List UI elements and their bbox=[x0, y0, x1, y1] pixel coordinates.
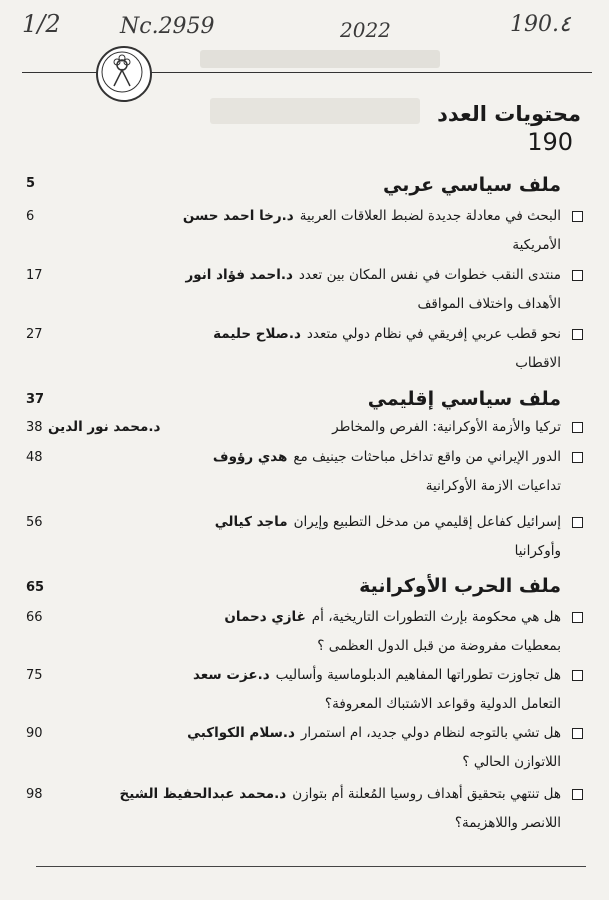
toc-entry[interactable] bbox=[26, 261, 561, 319]
checkbox-icon bbox=[572, 728, 583, 739]
handwritten-fraction: 1/2 bbox=[22, 10, 61, 38]
entry-title: الدور الإيراني من واقع تداخل مباحثات جينيف مع bbox=[293, 449, 561, 465]
entry-page-number: 6 bbox=[26, 209, 35, 224]
entry-page-number: 98 bbox=[26, 787, 43, 802]
entry-page-number: 90 bbox=[26, 726, 43, 741]
entry-author: د.محمد نور الدين bbox=[48, 419, 161, 435]
section-page-number: 65 bbox=[26, 580, 45, 595]
checkbox-icon bbox=[572, 422, 583, 433]
issue-number: 190 bbox=[527, 128, 573, 156]
entry-title: هل تشي بالتوجه لنظام دولي جديد، ام استمرار bbox=[300, 725, 561, 741]
handwritten-issue-code: 190.٤ bbox=[510, 12, 571, 37]
entry-author: د.عزت سعد bbox=[193, 667, 270, 683]
entry-title-continuation: الأهداف واختلاف المواقف bbox=[417, 296, 561, 312]
section-page-number: 5 bbox=[26, 176, 36, 191]
entry-title: هل تنتهي بتحقيق أهداف روسيا المُعلنة أم بتوازن bbox=[292, 786, 561, 802]
entry-title-continuation: تداعيات الازمة الأوكرانية bbox=[425, 478, 561, 494]
entry-page-number: 27 bbox=[26, 327, 43, 342]
entry-title: تركيا والأزمة الأوكرانية: الفرص والمخاطر bbox=[332, 419, 561, 435]
toc-entry[interactable] bbox=[26, 413, 561, 442]
entry-author: ماجد كيالي bbox=[214, 514, 288, 530]
entry-author: هدي رؤوف bbox=[212, 449, 288, 465]
checkbox-icon bbox=[572, 789, 583, 800]
toc-entry[interactable] bbox=[26, 508, 561, 566]
entry-title-continuation: بمعطيات مفروضة من قبل الدول العظمى ؟ bbox=[317, 638, 561, 654]
toc-entry[interactable] bbox=[26, 320, 561, 378]
entry-author: د.صلاح حليمة bbox=[213, 326, 301, 342]
handwritten-ref: Nc.2959 bbox=[120, 14, 215, 39]
toc-entry[interactable] bbox=[26, 603, 561, 661]
entry-title: هل تجاوزت تطوراتها المفاهيم الدبلوماسية وأساليب bbox=[275, 667, 561, 683]
entry-author: غازي دحمان bbox=[224, 609, 306, 625]
checkbox-icon bbox=[572, 211, 583, 222]
bleed-through-shape bbox=[210, 98, 420, 124]
bleed-through-shape bbox=[200, 50, 440, 68]
checkbox-icon bbox=[572, 270, 583, 281]
entry-page-number: 66 bbox=[26, 610, 43, 625]
handwritten-year: 2022 bbox=[340, 18, 391, 42]
entry-title: منتدى النقب خطوات في نفس المكان بين تعدد bbox=[298, 267, 561, 283]
flower-emblem-icon bbox=[98, 48, 146, 96]
entry-title: إسرائيل كفاعل إقليمي من مدخل التطبيع وإيران bbox=[293, 514, 561, 530]
toc-entry[interactable] bbox=[26, 719, 561, 777]
checkbox-icon bbox=[572, 329, 583, 340]
section-page-number: 37 bbox=[26, 392, 45, 407]
entry-author: د.سلام الكواكبي bbox=[187, 725, 295, 741]
entry-title-continuation: الاقطاب bbox=[515, 355, 561, 371]
footer-rule bbox=[36, 866, 586, 867]
entry-title-continuation: اللاتوازن الحالي ؟ bbox=[462, 754, 561, 770]
entry-page-number: 17 bbox=[26, 268, 43, 283]
section-title: ملف سياسي إقليمي bbox=[367, 388, 561, 410]
entry-title-continuation: الأمريكية bbox=[512, 237, 561, 253]
entry-author: د.محمد عبدالحفيظ الشيخ bbox=[119, 786, 287, 802]
section-title: ملف سياسي عربي bbox=[382, 174, 561, 196]
entry-author: د.رخا احمد حسن bbox=[182, 208, 294, 224]
section-title: ملف الحرب الأوكرانية bbox=[359, 575, 561, 597]
toc-entry[interactable] bbox=[26, 780, 561, 838]
entry-page-number: 75 bbox=[26, 668, 43, 683]
entry-title-continuation: اللانصر واللاهزيمة؟ bbox=[454, 815, 561, 831]
checkbox-icon bbox=[572, 517, 583, 528]
checkbox-icon bbox=[572, 452, 583, 463]
entry-page-number: 38 bbox=[26, 420, 43, 435]
entry-author: د.احمد فؤاد انور bbox=[185, 267, 293, 283]
journal-logo bbox=[96, 46, 152, 102]
entry-title-continuation: وأوكرانيا bbox=[514, 543, 561, 559]
page-title: محتويات العدد bbox=[437, 102, 581, 126]
entry-title: نحو قطب عربي إفريقي في نظام دولي متعدد bbox=[306, 326, 561, 342]
entry-page-number: 56 bbox=[26, 515, 43, 530]
toc-entry[interactable] bbox=[26, 443, 561, 501]
entry-title: هل هي محكومة بإرث التطورات التاريخية، أم bbox=[311, 609, 561, 625]
entry-title: البحث في معادلة جديدة لضبط العلاقات العربية bbox=[299, 208, 561, 224]
checkbox-icon bbox=[572, 612, 583, 623]
toc-entry[interactable] bbox=[26, 202, 561, 260]
checkbox-icon bbox=[572, 670, 583, 681]
entry-page-number: 48 bbox=[26, 450, 43, 465]
entry-title-continuation: التعامل الدولية وقواعد الاشتباك المعروفة؟ bbox=[324, 696, 561, 712]
toc-entry[interactable] bbox=[26, 661, 561, 719]
